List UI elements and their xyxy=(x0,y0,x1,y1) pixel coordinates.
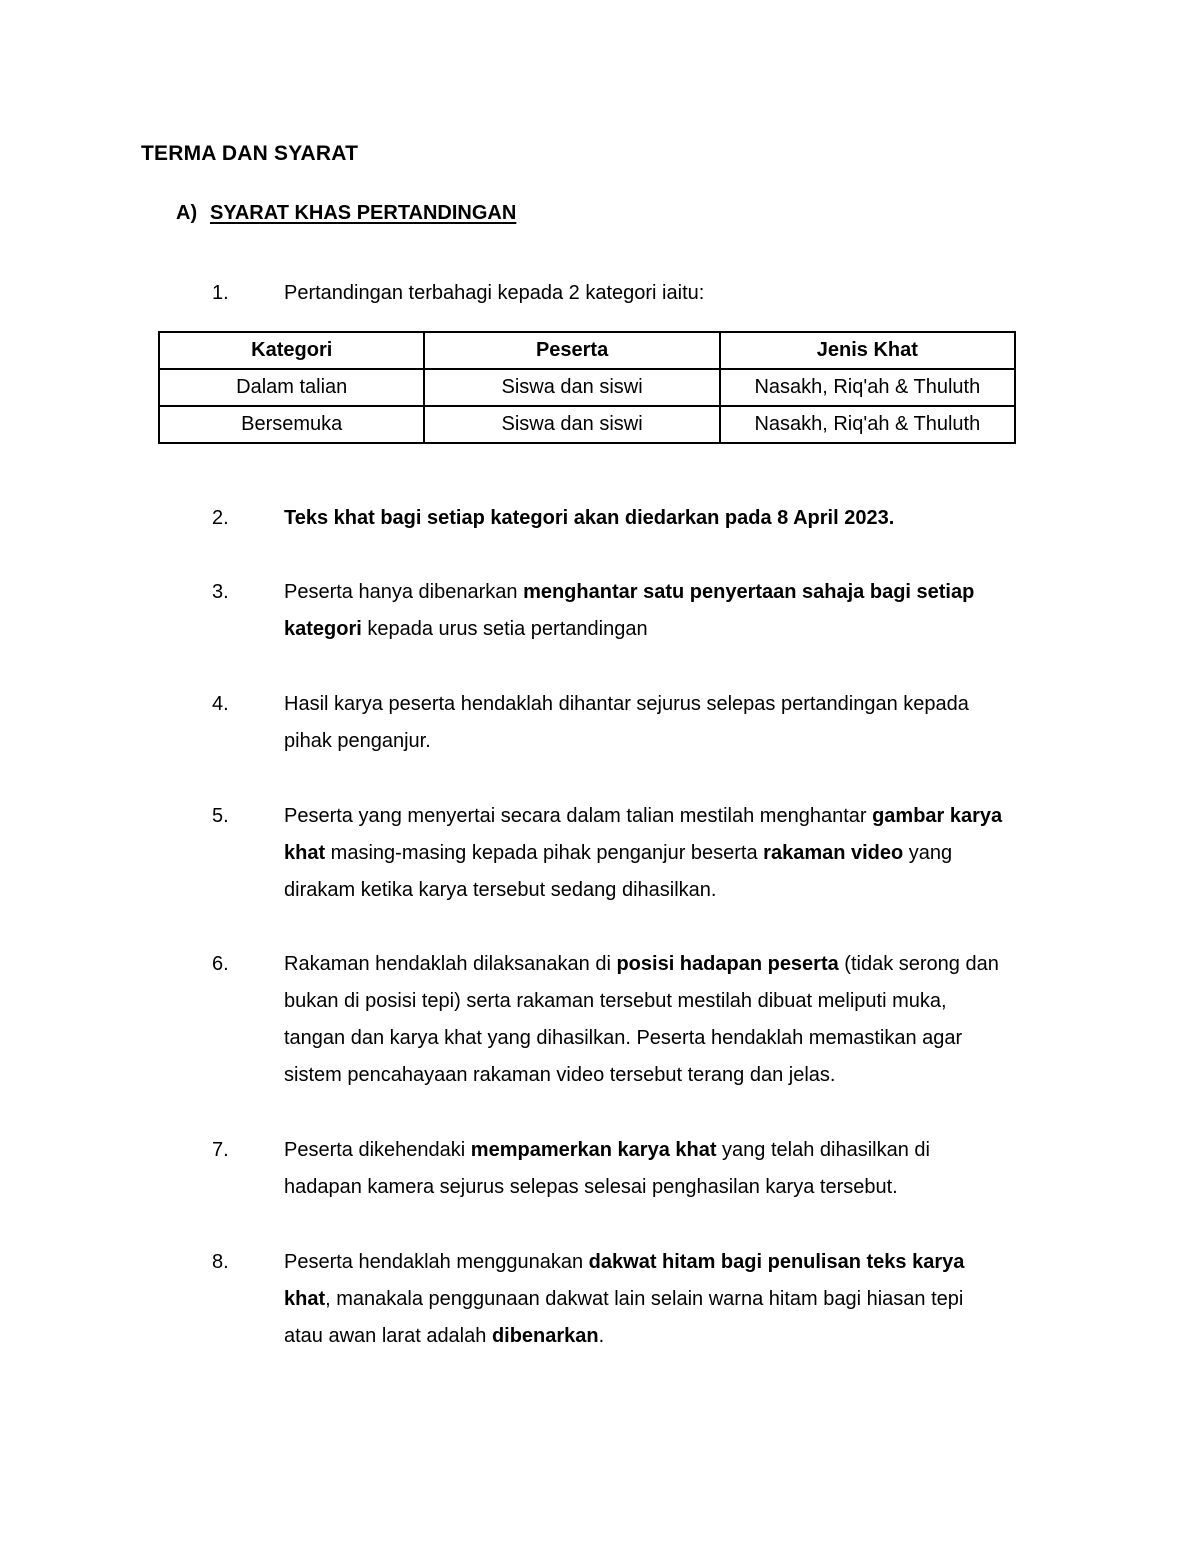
section-letter: A) xyxy=(176,202,198,224)
item-text xyxy=(284,1244,1092,1355)
list-item-5 xyxy=(212,798,1092,909)
text-run: sistem pencahayaan rakaman video tersebut terang dan jelas. xyxy=(284,1064,836,1086)
table-cell-jenis-khat: Nasakh, Riq'ah & Thuluth xyxy=(720,369,1015,406)
item-text xyxy=(284,686,1092,760)
table-cell-peserta: Siswa dan siswi xyxy=(424,369,719,406)
category-table xyxy=(158,331,1016,444)
column-header-peserta: Peserta xyxy=(424,332,719,369)
text-run: Peserta yang menyertai secara dalam talian mestilah menghantar xyxy=(284,805,873,827)
text-run: atau awan larat adalah xyxy=(284,1325,492,1347)
emphasis-text: Teks khat bagi setiap kategori akan diedarkan pada 8 April 2023. xyxy=(284,507,895,529)
text-run: yang telah dihasilkan di xyxy=(716,1139,930,1161)
item-number: 2. xyxy=(212,507,229,529)
list-item-7 xyxy=(212,1132,1092,1206)
emphasis-text: dibenarkan xyxy=(491,1325,599,1347)
item-number: 7. xyxy=(212,1139,229,1161)
emphasis-text: dakwat hitam bagi penulisan teks karya xyxy=(588,1251,965,1273)
emphasis-text: khat xyxy=(284,842,326,864)
text-run: kepada urus setia pertandingan xyxy=(361,618,648,640)
item-number: 1. xyxy=(212,282,229,304)
list-item-8 xyxy=(212,1244,1092,1355)
list-item-4 xyxy=(212,686,1092,760)
column-header-jenis-khat: Jenis Khat xyxy=(720,332,1015,369)
table-row xyxy=(159,369,1015,406)
item-number: 3. xyxy=(212,581,229,603)
emphasis-text: khat xyxy=(284,1288,326,1310)
section-heading xyxy=(176,202,516,225)
table-row xyxy=(159,406,1015,443)
item-text xyxy=(284,574,1092,648)
list-item-6 xyxy=(212,946,1092,1094)
emphasis-text: menghantar satu penyertaan sahaja bagi setiap xyxy=(523,581,975,603)
column-header-kategori: Kategori xyxy=(159,332,424,369)
text-run: dirakam ketika karya tersebut sedang dihasilkan. xyxy=(284,879,717,901)
text-run: Peserta hendaklah menggunakan xyxy=(284,1251,589,1273)
table-cell-jenis-khat: Nasakh, Riq'ah & Thuluth xyxy=(720,406,1015,443)
text-run: Peserta dikehendaki xyxy=(284,1139,471,1161)
text-run: yang xyxy=(903,842,953,864)
item-text xyxy=(284,275,1092,312)
item-number: 4. xyxy=(212,693,229,715)
text-run: tangan dan karya khat yang dihasilkan. Peserta hendaklah memastikan agar xyxy=(284,1027,963,1049)
emphasis-text: mempamerkan karya khat xyxy=(470,1139,717,1161)
emphasis-text: posisi hadapan peserta xyxy=(616,953,839,975)
text-run: bukan di posisi tepi) serta rakaman tersebut mestilah dibuat meliputi muka, xyxy=(284,990,947,1012)
emphasis-text: rakaman video xyxy=(763,842,904,864)
item-text xyxy=(284,946,1092,1094)
table-cell-kategori: Dalam talian xyxy=(159,369,424,406)
text-run: , manakala penggunaan dakwat lain selain warna hitam bagi hiasan tepi xyxy=(325,1288,964,1310)
text-run: Peserta hanya dibenarkan xyxy=(284,581,524,603)
text-run: pihak penganjur. xyxy=(284,730,431,752)
item-number: 5. xyxy=(212,805,229,827)
text-run: . xyxy=(598,1325,605,1347)
table-cell-peserta: Siswa dan siswi xyxy=(424,406,719,443)
text-run: Pertandingan terbahagi kepada 2 kategori iaitu: xyxy=(284,282,705,304)
section-title: SYARAT KHAS PERTANDINGAN xyxy=(210,202,517,224)
item-number: 8. xyxy=(212,1251,229,1273)
text-run: Rakaman hendaklah dilaksanakan di xyxy=(284,953,617,975)
item-text xyxy=(284,500,1092,537)
emphasis-text: kategori xyxy=(284,618,362,640)
table-cell-kategori: Bersemuka xyxy=(159,406,424,443)
table-header-row xyxy=(159,332,1015,369)
text-run: (tidak serong dan xyxy=(838,953,999,975)
list-item-3 xyxy=(212,574,1092,648)
text-run: masing-masing kepada pihak penganjur beserta xyxy=(325,842,764,864)
emphasis-text: gambar karya xyxy=(872,805,1003,827)
list-item-2 xyxy=(212,500,1092,537)
item-text xyxy=(284,1132,1092,1206)
item-text xyxy=(284,798,1092,909)
text-run: hadapan kamera sejurus selepas selesai penghasilan karya tersebut. xyxy=(284,1176,898,1198)
item-number: 6. xyxy=(212,953,229,975)
text-run: Hasil karya peserta hendaklah dihantar sejurus selepas pertandingan kepada xyxy=(284,693,969,715)
list-item-1 xyxy=(212,275,1092,312)
document-title: TERMA DAN SYARAT xyxy=(141,142,359,165)
